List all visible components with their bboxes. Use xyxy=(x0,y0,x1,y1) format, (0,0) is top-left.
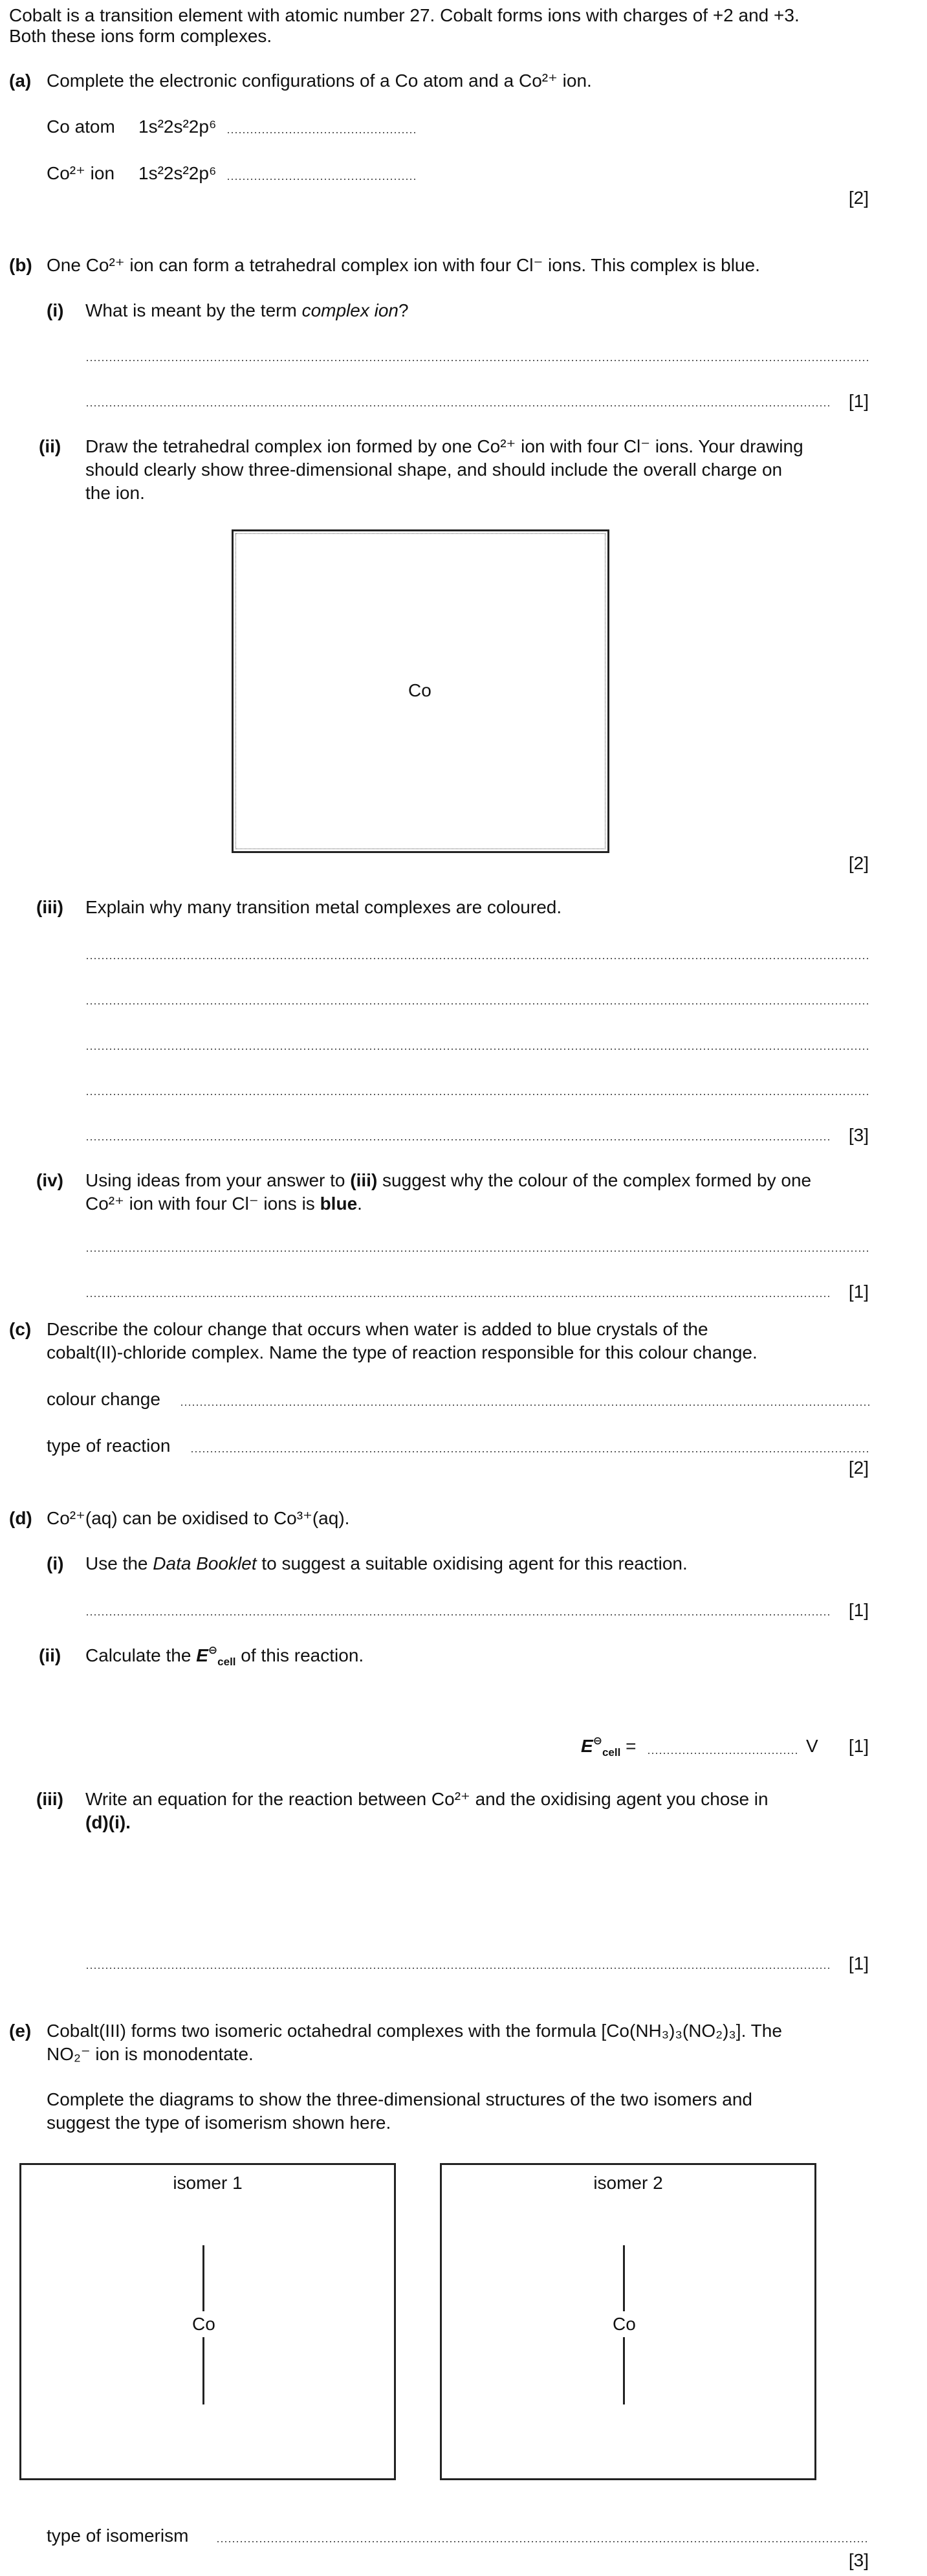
ecell-answer-line[interactable] xyxy=(647,1753,800,1754)
part-b-stem: One Co²⁺ ion can form a tetrahedral complex ion with four Cl⁻ ions. This complex is blue. xyxy=(47,255,760,275)
part-c-label: (c) xyxy=(9,1319,32,1339)
type-of-reaction-label: type of reaction xyxy=(47,1436,171,1456)
part-b-iii-answer-line-3[interactable] xyxy=(85,1049,869,1050)
part-d-stem: Co²⁺(aq) can be oxidised to Co³⁺(aq). xyxy=(47,1508,350,1528)
isomer-2-box[interactable] xyxy=(440,2163,816,2480)
part-b-ii-line-1: Draw the tetrahedral complex ion formed by one Co²⁺ ion with four Cl⁻ ions. Your drawing xyxy=(85,436,803,456)
co-ion-config: 1s²2s²2p⁶ xyxy=(138,163,217,183)
co-atom-answer-line[interactable] xyxy=(226,132,415,133)
part-b-iii-answer-line-2[interactable] xyxy=(85,1003,869,1005)
tetrahedral-drawing-box[interactable] xyxy=(232,529,609,853)
isomer-2-lower-bond xyxy=(623,2337,625,2404)
tetrahedral-box-co-label: Co xyxy=(408,680,431,700)
part-e-line-4: suggest the type of isomerism shown here. xyxy=(47,2113,391,2133)
ecell-unit: V xyxy=(806,1736,818,1756)
co-ion-answer-line[interactable] xyxy=(226,179,415,180)
part-b-iii-marks: [3] xyxy=(848,1125,869,1145)
part-d-label: (d) xyxy=(9,1508,32,1528)
co-atom-label: Co atom xyxy=(47,117,115,137)
isomer-1-co-label: Co xyxy=(192,2314,215,2334)
part-b-ii-marks: [2] xyxy=(848,853,869,873)
isomer-1-upper-bond xyxy=(202,2245,204,2311)
colour-change-label: colour change xyxy=(47,1389,160,1409)
colour-change-answer-line[interactable] xyxy=(180,1405,869,1406)
type-of-isomerism-answer-line[interactable] xyxy=(216,2541,869,2542)
part-b-ii-line-3: the ion. xyxy=(85,483,145,503)
part-b-label: (b) xyxy=(9,255,32,275)
part-b-iii-question: Explain why many transition metal complexes are coloured. xyxy=(85,897,562,917)
part-b-i-answer-line-2[interactable] xyxy=(85,405,831,406)
part-d-iii-label: (iii) xyxy=(36,1789,63,1809)
part-e-line-2: NO₂⁻ ion is monodentate. xyxy=(47,2044,254,2064)
type-of-isomerism-label: type of isomerism xyxy=(47,2526,189,2546)
part-e-line-3: Complete the diagrams to show the three-dimensional structures of the two isomers and xyxy=(47,2089,752,2109)
part-c-line-2: cobalt(II)-chloride complex. Name the type of reaction responsible for this colour change. xyxy=(47,1342,758,1362)
part-d-i-marks: [1] xyxy=(848,1600,869,1620)
part-b-iv-answer-line-2[interactable] xyxy=(85,1296,831,1297)
part-d-i-answer-line[interactable] xyxy=(85,1614,831,1616)
ecell-answer-label: $E^⊖_{cell}$ = xyxy=(581,1735,637,1759)
part-b-i-marks: [1] xyxy=(848,391,869,411)
part-d-i-question: Use the Data Booklet to suggest a suitable oxidising agent for this reaction. xyxy=(85,1553,688,1573)
part-b-iii-answer-line-4[interactable] xyxy=(85,1094,869,1095)
part-d-iii-marks: [1] xyxy=(848,1953,869,1973)
part-b-ii-line-2: should clearly show three-dimensional shape, and should include the overall charge on xyxy=(85,460,783,480)
part-e-marks: [3] xyxy=(848,2550,869,2570)
part-b-ii-label: (ii) xyxy=(39,436,61,456)
part-b-iv-label: (iv) xyxy=(36,1170,63,1190)
part-b-iv-answer-line-1[interactable] xyxy=(85,1250,869,1252)
part-d-ii-question: Calculate the $E^⊖_{cell}$ of this reaction. xyxy=(85,1644,364,1668)
part-d-iii-line-1: Write an equation for the reaction between Co²⁺ and the oxidising agent you chose in xyxy=(85,1789,769,1809)
part-d-ii-marks: [1] xyxy=(848,1736,869,1756)
co-atom-config: 1s²2s²2p⁶ xyxy=(138,117,217,137)
part-b-iii-label: (iii) xyxy=(36,897,63,917)
part-c-marks: [2] xyxy=(848,1458,869,1478)
part-d-ii-label: (ii) xyxy=(39,1645,61,1665)
part-b-iv-marks: [1] xyxy=(848,1282,869,1302)
part-d-iii-line-2: (d)(i). xyxy=(85,1812,131,1832)
isomer-1-box[interactable] xyxy=(19,2163,396,2480)
co-ion-label: Co²⁺ ion xyxy=(47,163,115,183)
part-b-iv-line-2: Co²⁺ ion with four Cl⁻ ions is blue. xyxy=(85,1194,362,1214)
isomer-2-upper-bond xyxy=(623,2245,625,2311)
isomer-2-title: isomer 2 xyxy=(593,2173,663,2193)
part-b-iv-line-1: Using ideas from your answer to (iii) suggest why the colour of the complex formed by one xyxy=(85,1170,812,1190)
part-b-i-answer-line-1[interactable] xyxy=(85,360,869,361)
isomer-2-co-label: Co xyxy=(613,2314,636,2334)
type-of-reaction-answer-line[interactable] xyxy=(190,1451,869,1452)
part-d-iii-answer-line[interactable] xyxy=(85,1968,831,1969)
part-e-label: (e) xyxy=(9,2021,32,2041)
part-a-label: (a) xyxy=(9,71,32,91)
part-d-i-label: (i) xyxy=(47,1553,64,1573)
intro-line-2: Both these ions form complexes. xyxy=(9,26,272,46)
part-a-question: Complete the electronic configurations of a Co atom and a Co²⁺ ion. xyxy=(47,71,592,91)
part-b-i-question: What is meant by the term complex ion? xyxy=(85,300,409,320)
part-b-iii-answer-line-5[interactable] xyxy=(85,1139,831,1140)
isomer-1-title: isomer 1 xyxy=(173,2173,243,2193)
part-b-i-label: (i) xyxy=(47,300,64,320)
isomer-1-lower-bond xyxy=(202,2337,204,2404)
intro-line-1: Cobalt is a transition element with atomic number 27. Cobalt forms ions with charges of +2 and +3. xyxy=(9,5,800,25)
part-a-marks: [2] xyxy=(848,188,869,208)
part-b-iii-answer-line-1[interactable] xyxy=(85,958,869,959)
part-e-line-1: Cobalt(III) forms two isomeric octahedral complexes with the formula [Co(NH₃)₃(NO₂)₃]. The xyxy=(47,2021,782,2041)
part-c-line-1: Describe the colour change that occurs when water is added to blue crystals of the xyxy=(47,1319,708,1339)
